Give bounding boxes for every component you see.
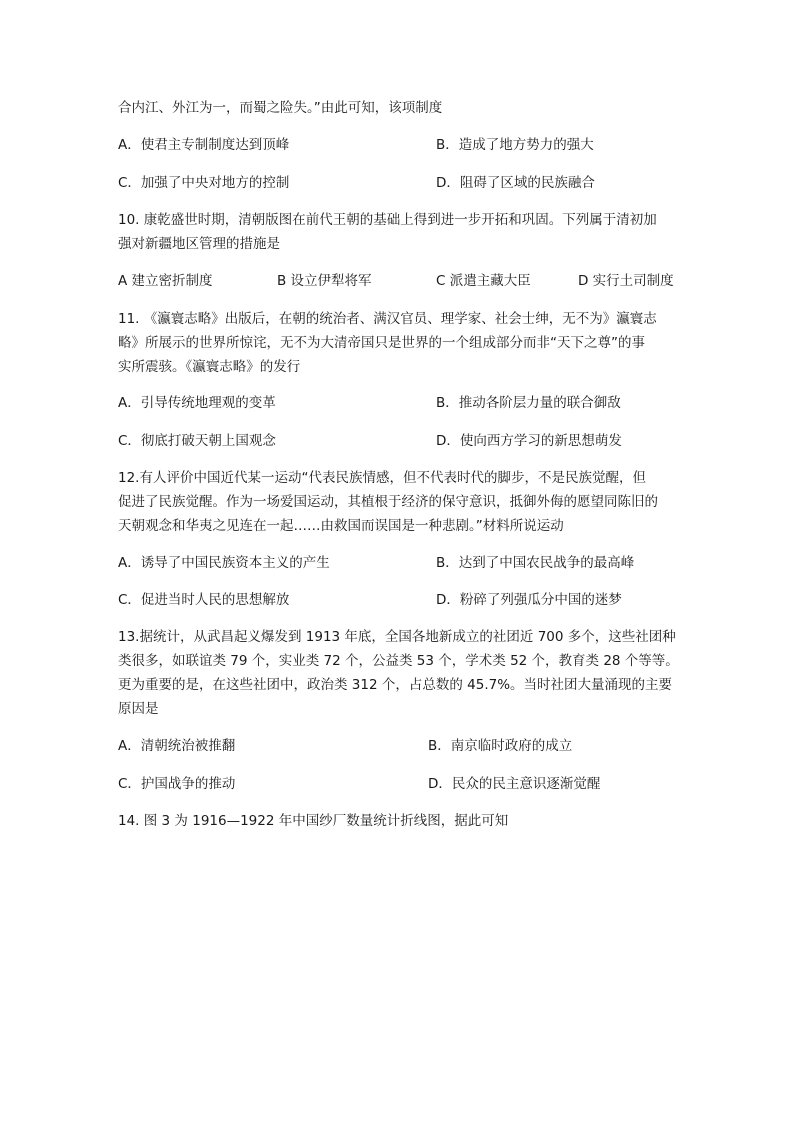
q11-stem-line-3: 实所震骇。《瀛寰志略》的发行 — [118, 359, 301, 375]
q9-option-c: C．加强了中央对地方的控制 — [118, 175, 290, 191]
q11-option-a: A．引导传统地理观的变革 — [118, 395, 276, 411]
q9-option-a: A．使君主专制制度达到顶峰 — [118, 137, 290, 153]
q11-stem-line-2: 略》所展示的世界所惊诧，无不为大清帝国只是世界的一个组成部分而非“天下之尊”的事 — [118, 335, 645, 351]
q13-stem-line-1: 13.据统计，从武昌起义爆发到 1913 年底，全国各地新成立的社团近 700 多个，这些社团种 — [118, 629, 676, 645]
q10-option-a: A 建立密折制度 — [118, 273, 213, 289]
q13-stem-line-4: 原因是 — [118, 701, 159, 717]
q13-option-a: A．清朝统治被推翻 — [118, 738, 236, 754]
q10-stem-line-1: 10. 康乾盛世时期，清朝版图在前代王朝的基础上得到进一步开拓和巩固。下列属于清初加 — [118, 212, 657, 228]
q12-stem-line-1: 12.有人评价中国近代某一运动“代表民族情感，但不代表时代的脚步，不是民族觉醒，但 — [118, 470, 646, 486]
q14-stem-line-1: 14. 图 3 为 1916—1922 年中国纱厂数量统计折线图，据此可知 — [118, 813, 509, 829]
q11-option-b: B．推动各阶层力量的联合御敌 — [436, 395, 621, 411]
question-9-stem-end: 合内江、外江为一，而蜀之险失。”由此可知，该项制度 — [118, 100, 443, 116]
q11-option-c: C．彻底打破天朝上国观念 — [118, 433, 276, 449]
q10-option-d: D 实行土司制度 — [578, 273, 674, 289]
q9-option-d: D．阻碍了区域的民族融合 — [436, 175, 595, 191]
q11-stem-line-1: 11. 《瀛寰志略》出版后，在朝的统治者、满汉官员、理学家、社会士绅，无不为》瀛寰志 — [118, 311, 657, 327]
q12-stem-line-2: 促进了民族觉醒。作为一场爱国运动，其植根于经济的保守意识，抵御外侮的愿望同陈旧的 — [118, 494, 658, 510]
q13-option-b: B．南京临时政府的成立 — [428, 738, 573, 754]
q12-option-a: A．诱导了中国民族资本主义的产生 — [118, 555, 330, 571]
q12-option-d: D．粉碎了列强瓜分中国的迷梦 — [436, 592, 622, 608]
q12-option-b: B．达到了中国农民战争的最高峰 — [436, 555, 635, 571]
q13-option-c: C．护国战争的推动 — [118, 776, 236, 792]
q10-option-b: B 设立伊犁将军 — [277, 273, 372, 289]
q12-option-c: C．促进当时人民的思想解放 — [118, 592, 290, 608]
q10-option-c: C 派遣主藏大臣 — [436, 273, 531, 289]
q12-stem-line-3: 天朝观念和华夷之见连在一起……由救国而误国是一种悲剧。”材料所说运动 — [118, 518, 564, 534]
q13-stem-line-3: 更为重要的是，在这些社团中，政治类 312 个，占总数的 45.7%。当时社团大量涌现的主要 — [118, 677, 673, 693]
q11-option-d: D．使向西方学习的新思想萌发 — [436, 433, 622, 449]
q10-stem-line-2: 强对新疆地区管理的措施是 — [118, 236, 280, 252]
q13-option-d: D．民众的民主意识逐渐觉醒 — [428, 776, 601, 792]
q9-option-b: B．造成了地方势力的强大 — [436, 137, 594, 153]
q13-stem-line-2: 类很多，如联谊类 79 个，实业类 72 个，公益类 53 个，学术类 52 个，教育类 28 个等等。 — [118, 653, 679, 669]
